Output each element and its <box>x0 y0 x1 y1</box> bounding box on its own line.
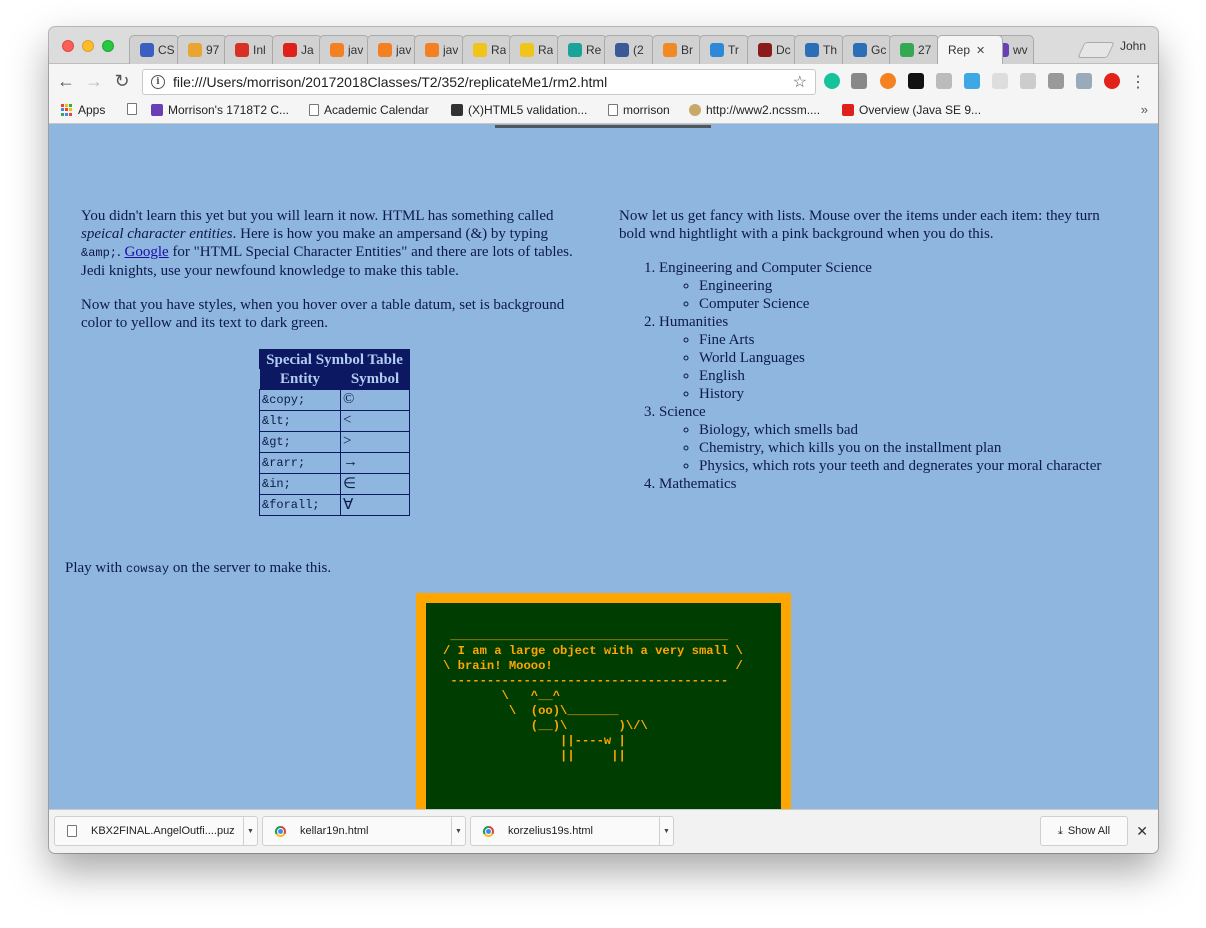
sub-list-item[interactable]: ◦ Fine Arts <box>699 331 1119 349</box>
sub-list <box>659 421 1119 475</box>
tab-10[interactable] <box>604 35 654 64</box>
google-link[interactable]: Google <box>124 244 169 260</box>
close-shelf-icon[interactable]: ✕ <box>1136 823 1148 839</box>
slash-icon <box>568 43 582 57</box>
tab-label: 97 <box>205 43 219 57</box>
list-item-label: Science <box>659 404 706 420</box>
bookmarks-overflow-icon[interactable]: » <box>1140 102 1148 117</box>
address-bar[interactable] <box>142 69 816 95</box>
print-icon[interactable] <box>1076 73 1092 89</box>
tab-13[interactable] <box>747 35 797 64</box>
validator-icon <box>451 104 463 116</box>
tab-5[interactable] <box>367 35 417 64</box>
entity-cell[interactable]: &in; <box>260 473 341 494</box>
tab-label: Rep <box>947 43 970 57</box>
bookmark-ncssm[interactable] <box>689 103 820 117</box>
bookmark-morrison[interactable] <box>608 103 670 117</box>
extension-box-icon[interactable] <box>1048 73 1064 89</box>
right-column <box>619 207 1119 493</box>
file-icon <box>67 825 77 837</box>
sub-list-item[interactable]: ◦ Engineering <box>699 277 1119 295</box>
tab-4[interactable] <box>319 35 369 64</box>
tab-3[interactable] <box>272 35 322 64</box>
extension-orange-icon[interactable] <box>880 73 896 89</box>
caret-down-icon[interactable]: ▼ <box>451 816 465 846</box>
grammarly-icon[interactable] <box>824 73 840 89</box>
cowsay-box <box>416 593 791 809</box>
stackoverflow-icon <box>378 43 392 57</box>
bookmark-morrison-classes[interactable] <box>151 103 289 117</box>
apps-grid-icon <box>61 104 73 116</box>
chrome-icon <box>275 826 286 837</box>
maps-icon <box>900 43 914 57</box>
download-name: korzelius19s.html <box>508 825 593 837</box>
emphasis-text: speical character entities <box>81 226 233 242</box>
five-icon <box>710 43 724 57</box>
tab-label: Inl <box>253 43 266 57</box>
tab-7[interactable] <box>462 35 512 64</box>
gmail-icon <box>235 43 249 57</box>
tab-label: CS <box>158 43 175 57</box>
cowsay-art: ______________________________________ / I am a large object with a very small \ \ brain! Moooo! / -------------------------------------- \ ^__^ \ (oo)\_______ (__)\ )\/\ ||----w | || || <box>443 629 743 763</box>
bookmark-label: morrison <box>623 103 670 117</box>
sub-list-item[interactable]: ◦ Chemistry, which kills you on the installment plan <box>699 439 1119 457</box>
tab-label: Re <box>585 43 601 57</box>
reload-icon[interactable]: ↻ <box>114 70 130 91</box>
download-name: kellar19n.html <box>300 825 369 837</box>
bookmark-academic-calendar[interactable] <box>309 103 429 117</box>
web-page <box>49 125 1158 809</box>
symbol-cell[interactable]: ∀ <box>341 494 410 515</box>
sub-list-item[interactable]: ◦ English <box>699 367 1119 385</box>
header-entity: Entity <box>260 369 341 389</box>
tab-6[interactable] <box>414 35 464 64</box>
puzzle-icon <box>151 104 163 116</box>
tab-label: wv <box>1013 43 1028 57</box>
tab-9[interactable] <box>557 35 607 64</box>
folder-icon <box>473 43 487 57</box>
extension-key-icon[interactable] <box>964 73 980 89</box>
tab-16[interactable] <box>889 35 939 64</box>
gear-icon <box>689 104 701 116</box>
tab-label: Gc <box>870 43 886 57</box>
tab-label: jav <box>395 43 411 57</box>
list-item <box>659 313 1119 403</box>
chrome-icon <box>483 826 494 837</box>
symbol-cell[interactable]: > <box>341 431 410 452</box>
show-all-label: Show All <box>1067 825 1111 837</box>
extension-es-icon[interactable] <box>1020 73 1036 89</box>
document-icon <box>309 104 319 116</box>
folder-icon <box>520 43 534 57</box>
entities-paragraph <box>81 207 591 280</box>
text: for "HTML Special Character Entities" and there are lots of tables. Jedi knights, use your newfound knowledge to make this table. <box>81 244 573 279</box>
symbol-cell[interactable]: ∈ <box>341 473 410 494</box>
tab-0[interactable] <box>129 35 179 64</box>
close-tab-icon[interactable]: ✕ <box>975 44 985 57</box>
document-icon <box>127 103 137 115</box>
tab-label: Ja <box>300 43 314 57</box>
tab-2[interactable] <box>224 35 274 64</box>
bookmark-blank[interactable] <box>127 103 137 115</box>
special-symbol-table <box>259 349 410 516</box>
bookmark-label: http://www2.ncssm.... <box>706 103 821 117</box>
tab-8[interactable] <box>509 35 559 64</box>
info-icon[interactable]: i <box>151 75 165 89</box>
extension-capture-icon[interactable] <box>936 73 952 89</box>
list-item-label: Mathematics <box>659 476 737 492</box>
oracle-icon <box>842 104 854 116</box>
oracle-icon <box>283 43 297 57</box>
list-item-label: Engineering and Computer Science <box>659 260 872 276</box>
code-text: cowsay <box>125 562 170 576</box>
tab-label: (2 <box>633 43 644 57</box>
symbol-cell[interactable]: © <box>341 389 410 410</box>
symbol-cell[interactable]: → <box>341 452 410 473</box>
address-text[interactable]: file:///Users/morrison/20172018Classes/T2/352/replicateMe1/rm2.html <box>173 74 608 90</box>
caret-down-icon[interactable]: ▼ <box>243 816 257 846</box>
toolbar <box>49 64 1158 99</box>
list-item <box>659 475 1119 493</box>
tab-label: jav <box>443 43 459 57</box>
zoom-window-button[interactable] <box>102 40 114 52</box>
entity-cell[interactable]: &copy; <box>260 389 341 410</box>
p-icon <box>188 43 202 57</box>
bookmark-apps[interactable] <box>61 103 105 117</box>
bookmark-label: Academic Calendar <box>324 103 429 117</box>
download-item-kellar[interactable] <box>262 816 466 846</box>
download-item-puz[interactable] <box>54 816 258 846</box>
entity-cell[interactable]: &gt; <box>260 431 341 452</box>
table-row <box>260 389 410 410</box>
text: on the server to make this. <box>169 560 332 576</box>
tab-label: Ra <box>490 43 506 57</box>
download-item-korzelius[interactable] <box>470 816 674 846</box>
minimize-window-button[interactable] <box>82 40 94 52</box>
list-item-label: Humanities <box>659 314 729 330</box>
text: You didn't learn this yet but you will learn it now. HTML has something called <box>81 208 554 224</box>
symbol-cell[interactable]: < <box>341 410 410 431</box>
cowsay-intro <box>65 559 331 578</box>
sub-list <box>659 331 1119 403</box>
check-icon <box>805 43 819 57</box>
check-icon <box>853 43 867 57</box>
tab-12[interactable] <box>699 35 749 64</box>
table-row <box>260 452 410 473</box>
code-text: &amp; <box>81 246 118 260</box>
stackoverflow-icon <box>425 43 439 57</box>
extension-wifi-icon[interactable] <box>992 73 1008 89</box>
bookmark-label: Apps <box>78 103 106 117</box>
bookmark-html5-validation[interactable] <box>451 103 587 117</box>
extension-grey-icon[interactable] <box>851 73 867 89</box>
tab-label: Dc <box>775 43 791 57</box>
tab-label: jav <box>348 43 364 57</box>
ampersand-icon <box>758 43 772 57</box>
header-symbol: Symbol <box>341 369 410 389</box>
table-row <box>260 410 410 431</box>
list-item <box>659 259 1119 313</box>
document-icon <box>608 104 618 116</box>
table-row <box>260 431 410 452</box>
department-list <box>619 259 1119 493</box>
forward-arrow-icon[interactable]: → <box>85 70 103 91</box>
tab-label: 27 <box>918 43 932 57</box>
downloads-shelf <box>49 809 1158 853</box>
tab-11[interactable] <box>652 35 702 64</box>
tab-strip <box>49 27 1158 64</box>
sub-list-item[interactable]: ◦ Biology, which smells bad <box>699 421 1119 439</box>
tab-label: Th <box>823 43 838 57</box>
vimeo-icon[interactable] <box>908 73 924 89</box>
back-arrow-icon[interactable]: ← <box>57 70 75 91</box>
caret-down-icon[interactable]: ▼ <box>659 816 673 846</box>
sub-list-item[interactable]: ◦ History <box>699 385 1119 403</box>
stackoverflow-icon <box>330 43 344 57</box>
list-item <box>659 403 1119 475</box>
sub-list-item[interactable]: ◦ World Languages <box>699 349 1119 367</box>
table-row <box>260 494 410 515</box>
image-strip <box>495 125 711 128</box>
cs-icon <box>140 43 154 57</box>
tab-label: Ra <box>538 43 554 57</box>
tab-14[interactable] <box>794 35 844 64</box>
profile-name[interactable]: John <box>1119 39 1146 53</box>
sub-list-item[interactable]: ◦ Physics, which rots your teeth and degnerates your moral character <box>699 457 1119 475</box>
facebook-icon <box>615 43 629 57</box>
text: Play with <box>65 560 126 576</box>
left-column <box>81 207 591 348</box>
tab-15[interactable] <box>842 35 892 64</box>
pinwheel-icon <box>663 43 677 57</box>
bookmark-star-icon[interactable]: ☆ <box>792 74 807 91</box>
text: . <box>117 244 125 260</box>
hover-paragraph: Now that you have styles, when you hover over a table datum, set is background color to yellow and its text to dark green. <box>81 297 565 331</box>
menu-dots-icon[interactable]: ⋮ <box>1130 74 1146 91</box>
show-all-button[interactable] <box>1040 816 1128 846</box>
close-window-button[interactable] <box>62 40 74 52</box>
sub-list <box>659 277 1119 313</box>
bookmark-label: Morrison's 1718T2 C... <box>168 103 290 117</box>
bookmark-label: (X)HTML5 validation... <box>468 103 588 117</box>
entity-cell[interactable]: &lt; <box>260 410 341 431</box>
tab-label: Br <box>680 43 693 57</box>
tab-1[interactable] <box>177 35 227 64</box>
table-caption: Special Symbol Table <box>259 349 410 369</box>
download-icon: ⤓ <box>1057 824 1063 837</box>
extension-play-icon[interactable] <box>1104 73 1120 89</box>
table-row <box>260 473 410 494</box>
sub-list-item[interactable]: ◦ Computer Science <box>699 295 1119 313</box>
new-tab-button[interactable] <box>1077 42 1114 58</box>
tab-label: Tr <box>728 43 739 57</box>
bookmark-java-se-overview[interactable] <box>842 103 981 117</box>
text: . Here is how you make an ampersand (&) by typing <box>232 226 548 242</box>
entity-cell[interactable]: &rarr; <box>260 452 341 473</box>
lists-intro: Now let us get fancy with lists. Mouse over the items under each item: they turn bold wnd hightlight with a pink background when you do this. <box>619 208 1100 242</box>
bookmarks-bar <box>49 99 1158 124</box>
browser-window <box>49 27 1158 853</box>
download-name: KBX2FINAL.AngelOutfi....puz <box>91 825 235 837</box>
tab-17[interactable] <box>937 35 1003 64</box>
entity-cell[interactable]: &forall; <box>260 494 341 515</box>
bookmark-label: Overview (Java SE 9... <box>859 103 982 117</box>
